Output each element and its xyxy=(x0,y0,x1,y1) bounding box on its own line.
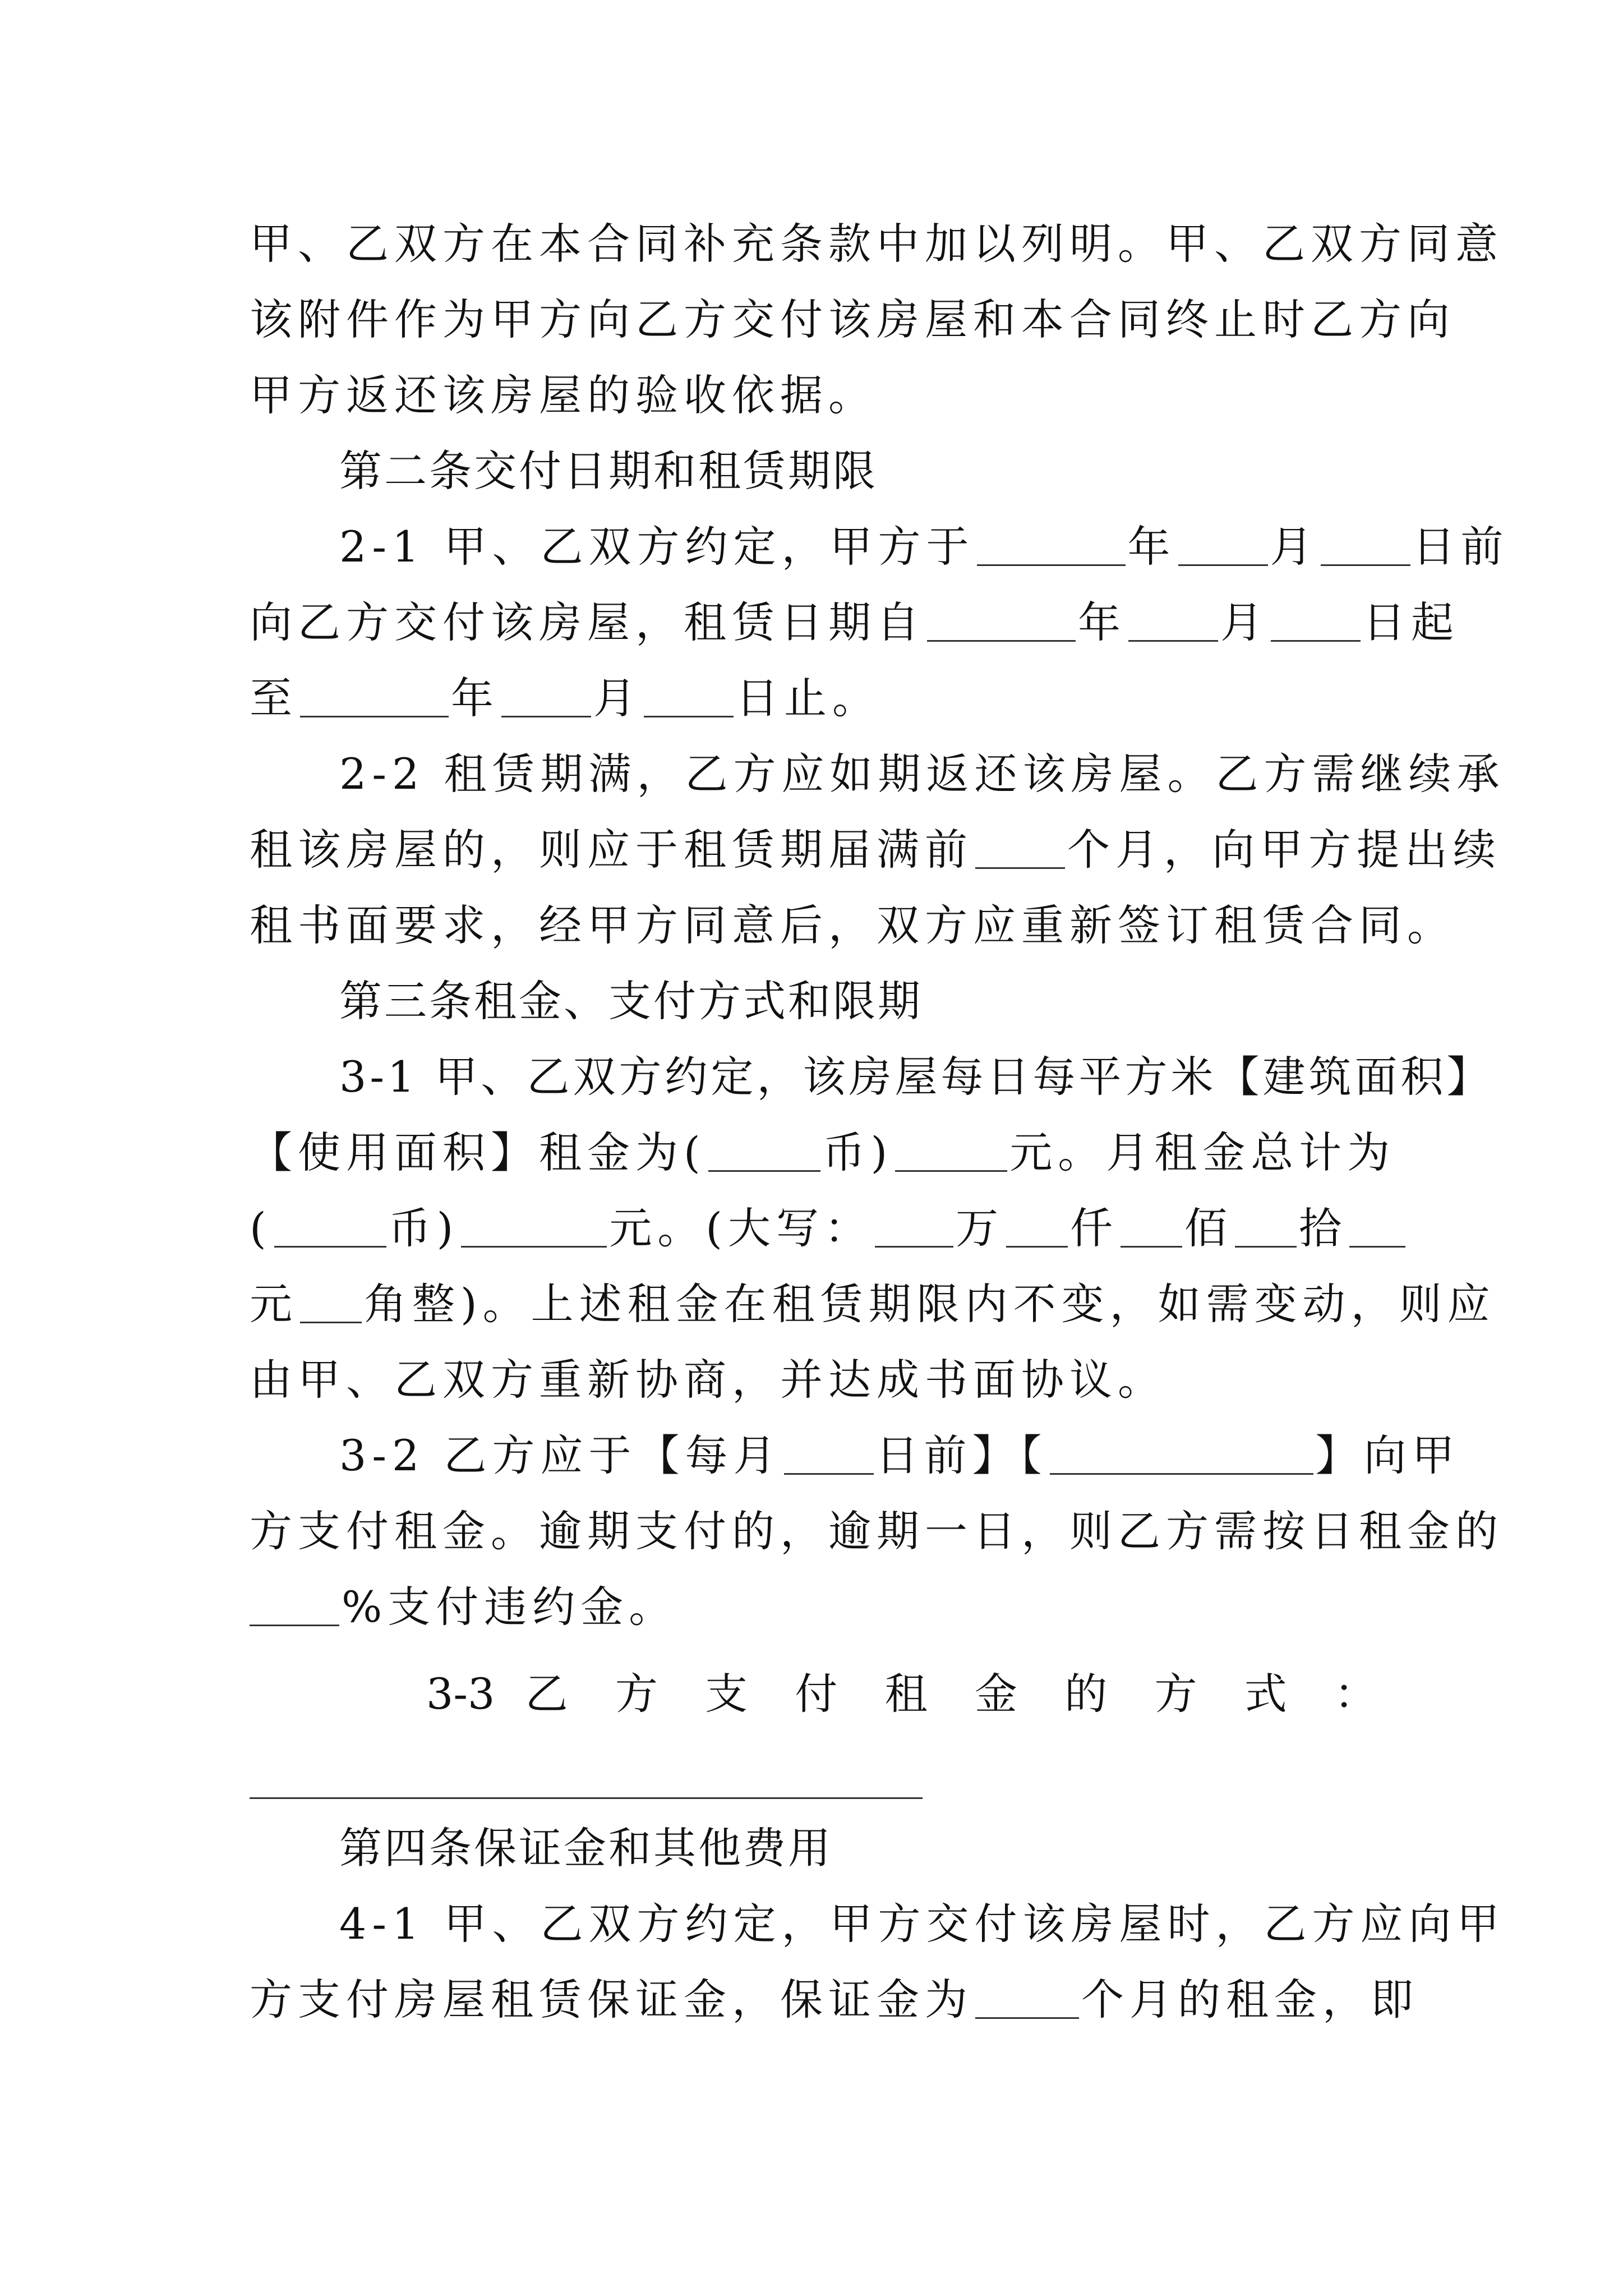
clause-4-1-line-1: 4-1 甲、乙双方约定，甲方交付该房屋时，乙方应向甲 xyxy=(339,1899,1505,1949)
blank-field xyxy=(1321,525,1410,566)
clause-3-1-line-4 xyxy=(250,1276,1496,1332)
article-heading: 第二条交付日期和租赁期限 xyxy=(339,446,878,496)
clause-text: 佰 xyxy=(1184,1203,1233,1253)
blank-field xyxy=(250,1585,339,1626)
blank-field xyxy=(300,1282,362,1323)
blank-field xyxy=(875,1207,953,1248)
clause-text: 日起 xyxy=(1363,597,1459,647)
clause-3-2-line-3 xyxy=(250,1579,1377,1635)
clause-text: 元。月租金总计为 xyxy=(1009,1128,1396,1177)
clause-text: 个月，向甲方提出续 xyxy=(1067,825,1501,875)
blank-field xyxy=(1128,601,1218,642)
clause-text: 年 xyxy=(451,673,499,723)
clause-2-1-line-3 xyxy=(250,670,1377,726)
clause-text: %支付违约金。 xyxy=(342,1582,677,1632)
article-heading: 第四条保证金和其他费用 xyxy=(339,1823,833,1873)
blank-field xyxy=(1121,1207,1182,1248)
clause-text: 日前 xyxy=(1412,522,1509,572)
blank-field xyxy=(895,1131,1007,1172)
blank-field xyxy=(784,1434,874,1475)
clause-2-2-line-1: 2-2 租赁期满，乙方应如期返还该房屋。乙方需继续承 xyxy=(339,749,1505,799)
text-line: 该附件作为甲方向乙方交付该房屋和本合同终止时乙方向 xyxy=(250,295,1455,344)
clause-text: 2-1 甲、乙双方约定，甲方于 xyxy=(339,522,975,572)
clause-text: 3-2 乙方应于【每月 xyxy=(339,1430,782,1480)
clause-text: 向乙方交付该房屋，租赁日期自 xyxy=(250,597,925,647)
clause-text: 币) xyxy=(388,1203,459,1253)
blank-field xyxy=(300,677,449,717)
blank-field xyxy=(1006,1207,1068,1248)
clause-text: 月 xyxy=(1220,597,1269,647)
clause-text: 月 xyxy=(593,673,642,723)
blank-field xyxy=(975,828,1065,869)
clause-text: 方支付房屋租赁保证金，保证金为 xyxy=(250,1975,973,2024)
clause-text: 仟 xyxy=(1069,1203,1118,1253)
clause-text: 日止。 xyxy=(736,673,880,723)
clause-text: 年 xyxy=(1127,522,1176,572)
blank-field xyxy=(461,1207,607,1248)
clause-text: 年 xyxy=(1078,597,1126,647)
clause-text: 元 xyxy=(250,1279,298,1329)
blank-field xyxy=(644,677,734,717)
clause-2-2-line-3: 租书面要求，经甲方同意后，双方应重新签订租赁合同。 xyxy=(250,900,1455,950)
blank-field xyxy=(1349,1207,1405,1248)
clause-text: 万 xyxy=(955,1203,1004,1253)
clause-2-1-line-1 xyxy=(339,519,1509,575)
clause-text: ( xyxy=(250,1203,272,1253)
clause-2-1-line-2 xyxy=(250,595,1459,651)
clause-text: 月 xyxy=(1270,522,1318,572)
blank-field xyxy=(250,1797,923,1799)
blank-field xyxy=(274,1207,386,1248)
clause-text: 元。(大写： xyxy=(609,1203,873,1253)
clause-4-1-line-2 xyxy=(250,1972,1419,2028)
clause-text: 租该房屋的，则应于租赁期届满前 xyxy=(250,825,973,875)
blank-field xyxy=(977,525,1126,566)
clause-text: 日前】【 xyxy=(875,1430,1048,1480)
clause-3-2-line-2: 方支付租金。逾期支付的，逾期一日，则乙方需按日租金的 xyxy=(250,1506,1504,1556)
clause-3-2-line-1 xyxy=(339,1428,1460,1484)
clause-3-1-line-1: 3-1 甲、乙双方约定，该房屋每日每平方米【建筑面积】 xyxy=(339,1052,1493,1102)
text-line: 甲、乙双方在本合同补充条款中加以列明。甲、乙双方同意 xyxy=(250,219,1504,269)
text-line: 甲方返还该房屋的验收依据。 xyxy=(250,370,877,420)
clause-text: 币) xyxy=(822,1128,893,1177)
blank-field xyxy=(975,1978,1079,2019)
clause-text: 【使用面积】租金为( xyxy=(250,1128,706,1177)
blank-field xyxy=(927,601,1076,642)
clause-text: 角整)。上述租金在租赁期限内不变，如需变动，则应 xyxy=(364,1279,1496,1329)
clause-text: 】向甲 xyxy=(1315,1430,1460,1480)
clause-3-1-line-5: 由甲、乙双方重新协商，并达成书面协议。 xyxy=(250,1355,1166,1405)
blank-field xyxy=(1178,525,1268,566)
blank-field xyxy=(501,677,591,717)
blank-field xyxy=(708,1131,820,1172)
blank-field xyxy=(1050,1434,1313,1475)
clause-text: 至 xyxy=(250,673,298,723)
blank-field xyxy=(1235,1207,1297,1248)
clause-3-1-line-3 xyxy=(250,1200,1377,1257)
clause-3-3: 3-3 乙 方 支 付 租 金 的 方 式 ： xyxy=(426,1669,1377,1719)
clause-text: 个月的租金，即 xyxy=(1081,1975,1419,2024)
clause-2-2-line-2 xyxy=(250,822,1501,878)
blank-field xyxy=(1271,601,1361,642)
clause-3-1-line-2 xyxy=(250,1125,1396,1181)
article-heading: 第三条租金、支付方式和限期 xyxy=(339,976,923,1026)
clause-text: 拾 xyxy=(1298,1203,1347,1253)
